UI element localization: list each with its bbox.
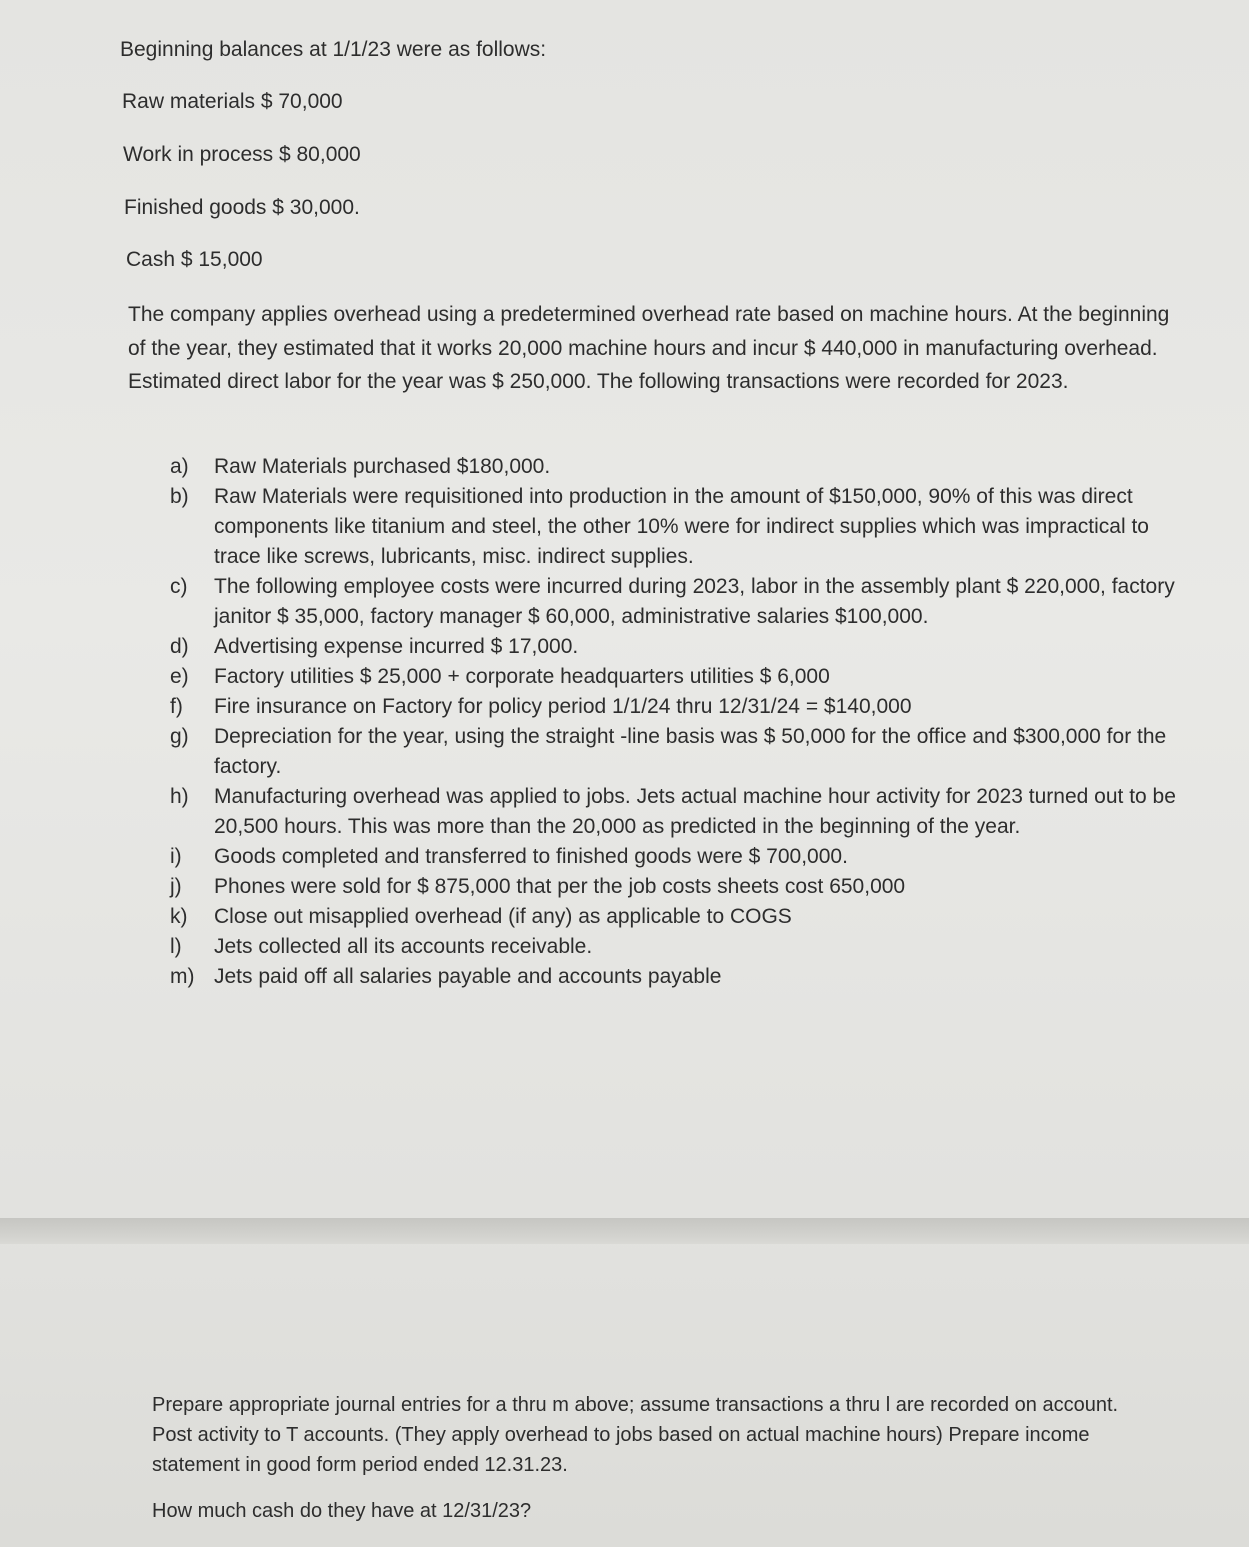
transaction-letter: b) [170,485,189,508]
transaction-letter: g) [170,725,189,748]
transaction-text: Advertising expense incurred $ 17,000. [214,635,579,658]
transaction-text: Depreciation for the year, using the straight -line basis was $ 50,000 for the office and $300,000 for the factory. [214,725,1167,778]
raw-materials-balance: Raw materials $ 70,000 [122,90,343,113]
transaction-text: Raw Materials purchased $180,000. [214,455,551,478]
transaction-item [170,572,1180,632]
instructions-text: Prepare appropriate journal entries for a thru m above; assume transactions a thru l are recorded on account. Post activity to T accounts. (They apply overhead to jobs based on actual machine hours) Prepare income statement in good form period ended 12.31.23. [152,1394,1119,1476]
transaction-letter: k) [170,905,188,928]
work-in-process-balance: Work in process $ 80,000 [123,143,361,166]
transaction-item [170,662,1180,692]
transaction-text: Factory utilities $ 25,000 + corporate headquarters utilities $ 6,000 [214,665,830,688]
transaction-text: Goods completed and transferred to finished goods were $ 700,000. [214,845,848,868]
transaction-letter: e) [170,665,189,688]
instructions-page [0,1244,1249,1547]
transaction-letter: h) [170,785,189,808]
transaction-letter: d) [170,635,189,658]
beginning-balances-heading: Beginning balances at 1/1/23 were as follows: [120,38,547,61]
transaction-text: Raw Materials were requisitioned into production in the amount of $150,000, 90% of this was direct components like titanium and steel, the other 10% were for indirect supplies which was impractical to trace like screws, lubricants, misc. indirect supplies. [214,485,1149,568]
transaction-item [170,692,1180,722]
transaction-letter: j) [170,875,182,898]
transaction-text: Jets paid off all salaries payable and accounts payable [214,965,722,988]
transactions-list [170,452,1180,992]
transaction-letter: i) [170,845,182,868]
transaction-item [170,452,1180,482]
transaction-item [170,872,1180,902]
transaction-item [170,902,1180,932]
transaction-item [170,722,1180,782]
transaction-item [170,632,1180,662]
transaction-text: Fire insurance on Factory for policy period 1/1/24 thru 12/31/24 = $140,000 [214,695,912,718]
page-divider [0,1218,1249,1244]
transaction-letter: c) [170,575,188,598]
transaction-item [170,962,1180,992]
transaction-item [170,782,1180,842]
cash-question: How much cash do they have at 12/31/23? [152,1500,532,1522]
transaction-letter: f) [170,695,183,718]
transaction-item [170,932,1180,962]
transaction-text: Close out misapplied overhead (if any) as applicable to COGS [214,905,792,928]
transaction-item [170,842,1180,872]
transaction-letter: a) [170,455,189,478]
intro-paragraph: The company applies overhead using a predetermined overhead rate based on machine hours. At the beginning of the year, they estimated that it works 20,000 machine hours and incur $ 440,000 in manufacturing overhead. Estimated direct labor for the year was $ 250,000. The following transactions were recorded for 2023. [128,303,1170,393]
transaction-text: Jets collected all its accounts receivable. [214,935,593,958]
transaction-item [170,482,1180,572]
transaction-letter: l) [170,935,182,958]
transaction-text: Phones were sold for $ 875,000 that per the job costs sheets cost 650,000 [214,875,906,898]
transaction-text: The following employee costs were incurred during 2023, labor in the assembly plant $ 220,000, factory janitor $ 35,000, factory manager $ 60,000, administrative salaries $100,000. [214,575,1175,628]
cash-balance: Cash $ 15,000 [126,248,263,271]
transaction-text: Manufacturing overhead was applied to jobs. Jets actual machine hour activity for 2023 turned out to be 20,500 hours. This was more than the 20,000 as predicted in the beginning of the year. [214,785,1176,838]
transaction-letter: m) [170,965,195,988]
finished-goods-balance: Finished goods $ 30,000. [124,196,360,219]
